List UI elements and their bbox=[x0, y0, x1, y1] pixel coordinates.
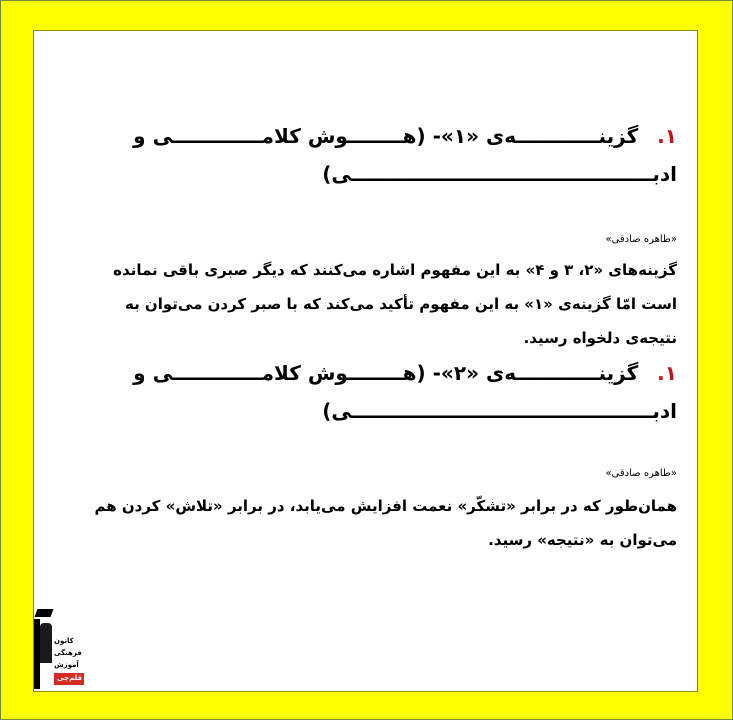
answer-2-text: همان‌طور که در برابر «تشکّر» نعمت افزایش می‌یابد، در برابر «تلاش» کردن هم می‌توان به «نتیجه» رسید. bbox=[94, 497, 677, 549]
graduation-cap-icon bbox=[35, 609, 54, 617]
question-2-number: ۱. bbox=[657, 361, 677, 385]
document-page bbox=[33, 30, 698, 692]
question-2-line2: ادبــــــــــــــــــــــــــــــــــــــــــــی) bbox=[322, 399, 677, 423]
logo-line1: کانون bbox=[54, 637, 74, 645]
question-1 bbox=[57, 117, 677, 193]
answer-2-author: «طاهره صادقی» bbox=[605, 468, 677, 479]
logo-line4: قلم‌چی bbox=[57, 674, 83, 682]
answer-1-author: «طاهره صادقی» bbox=[605, 234, 677, 245]
question-2-line1: گزینــــــــــــه‌ی «۲»- (هــــــــوش کلامـــــــــــــی و bbox=[133, 361, 639, 385]
question-1-number: ۱. bbox=[657, 124, 677, 148]
question-2 bbox=[57, 354, 677, 430]
graduate-figure-icon bbox=[40, 623, 52, 663]
logo-red-box bbox=[54, 673, 84, 685]
question-1-line2: ادبــــــــــــــــــــــــــــــــــــــــــــی) bbox=[322, 162, 677, 186]
publisher-logo bbox=[34, 609, 94, 691]
logo-line2: فرهنگی bbox=[54, 649, 82, 657]
question-1-line1: گزینــــــــــــه‌ی «۱»- (هــــــــوش کلامـــــــــــــی و bbox=[133, 124, 639, 148]
answer-1-text: گزینه‌های «۲، ۳ و ۴» به این مفهوم اشاره می‌کنند که دیگر صبری باقی نمانده است امّا گزینه‌ی «۱» به این مفهوم تأکید می‌کند که با صبر کردن می‌توان به نتیجه‌ی دلخواه رسید. bbox=[113, 261, 677, 347]
logo-line3: آموزش bbox=[54, 661, 79, 669]
